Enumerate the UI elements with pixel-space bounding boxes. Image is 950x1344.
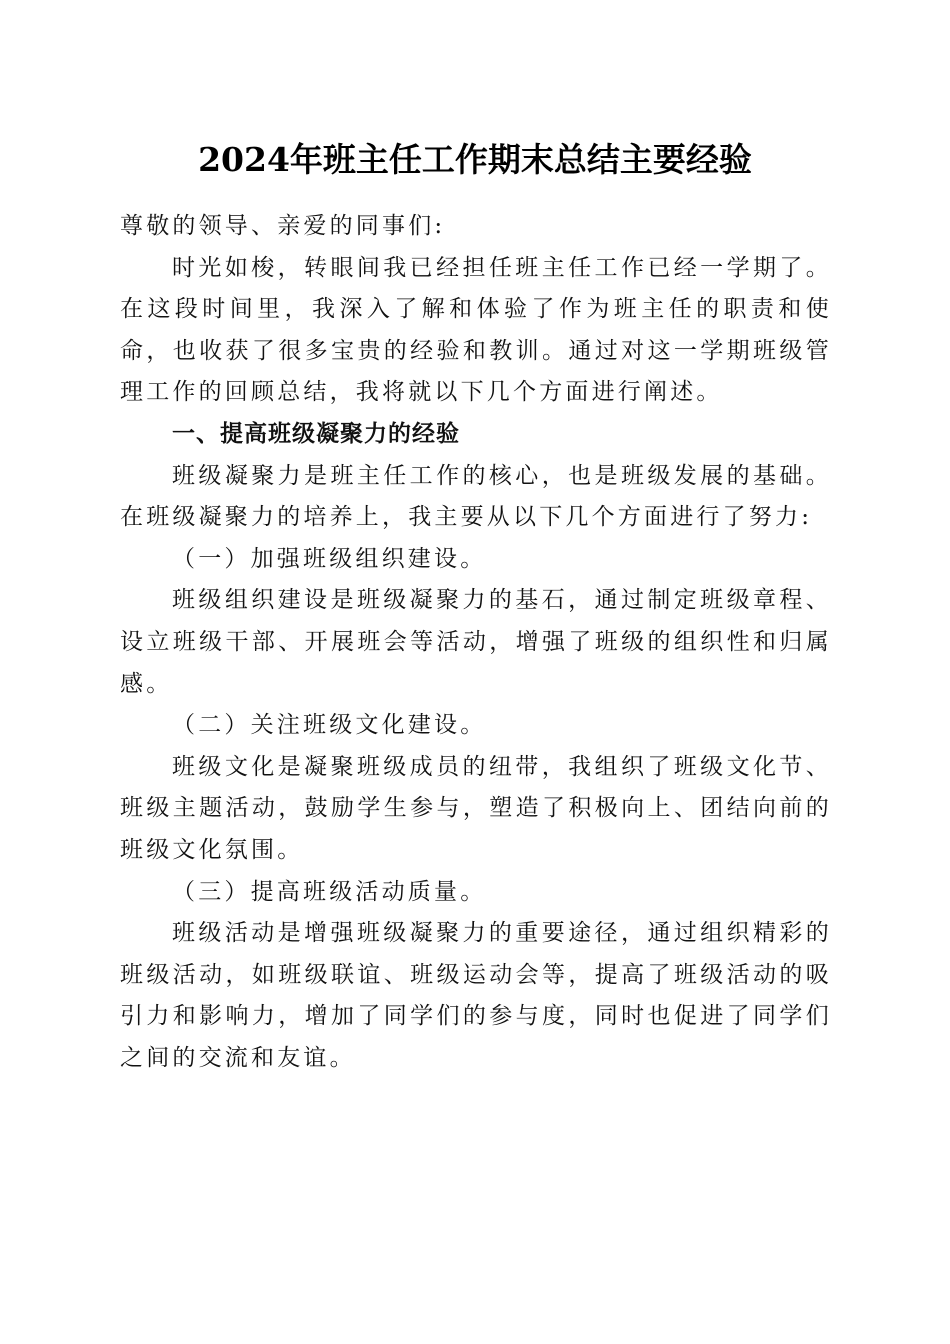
section-intro-paragraph: 班级凝聚力是班主任工作的核心，也是班级发展的基础。在班级凝聚力的培养上，我主要从以下几个方面进行了努力: (120, 462, 832, 531)
subsection-heading: （二）关注班级文化建设。 (172, 712, 487, 739)
subsection-paragraph: 班级文化是凝聚班级成员的纽带，我组织了班级文化节、班级主题活动，鼓励学生参与，塑造了积极向上、团结向前的班级文化氛围。 (120, 753, 832, 863)
subsection-heading: （一）加强班级组织建设。 (172, 545, 487, 572)
subsection-paragraph: 班级活动是增强班级凝聚力的重要途径，通过组织精彩的班级活动，如班级联谊、班级运动会等，提高了班级活动的吸引力和影响力，增加了同学们的参与度，同时也促进了同学们之间的交流和友谊。 (120, 920, 832, 1071)
salutation: 尊敬的领导、亲爱的同事们: (120, 213, 446, 239)
subsection-heading: （三）提高班级活动质量。 (172, 878, 487, 905)
intro-paragraph: 时光如梭，转眼间我已经担任班主任工作已经一学期了。在这段时间里，我深入了解和体验了作为班主任的职责和使命，也收获了很多宝贵的经验和教训。通过对这一学期班级管理工作的回顾总结，我将就以下几个方面进行阐述。 (120, 254, 832, 406)
section-heading: 一、提高班级凝聚力的经验 (172, 420, 460, 447)
subsection-paragraph: 班级组织建设是班级凝聚力的基石，通过制定班级章程、设立班级干部、开展班会等活动，增强了班级的组织性和归属感。 (120, 587, 832, 697)
document-title: 2024年班主任工作期末总结主要经验 (198, 140, 752, 179)
document-body (120, 206, 832, 1079)
